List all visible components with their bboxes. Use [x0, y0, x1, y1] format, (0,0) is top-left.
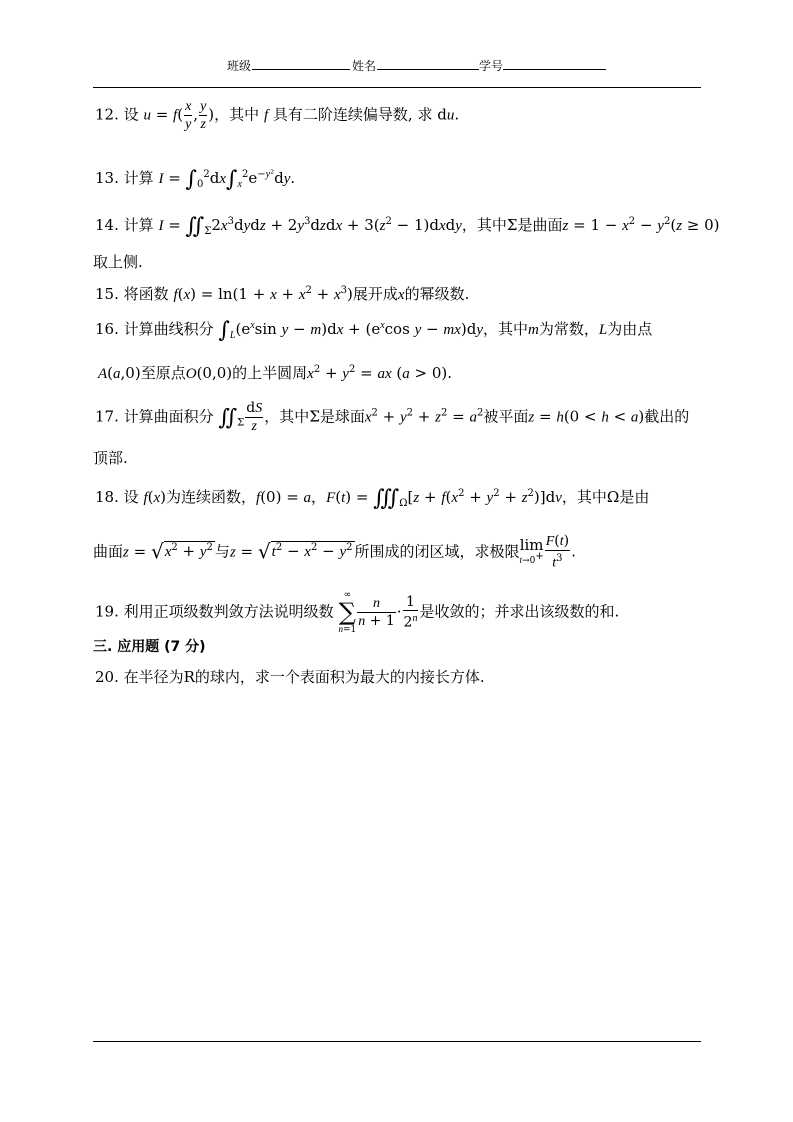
- problem-13: 13. 计算 $I = \int_0^2dx\int_x^2e^{-y^2}dy$.: [95, 167, 296, 192]
- class-label: 班级: [227, 59, 252, 73]
- problem-14-cont: 取上侧.: [93, 253, 143, 271]
- problem-15: 15. 将函数 $f(x) = \ln(1 + x + x^2 + x^3)$展开成x的幂级数.: [95, 285, 470, 303]
- section-3-title: 三. 应用题 (7 分): [93, 639, 206, 655]
- problem-17: 17. 计算曲面积分 $∬_\Sigma$ $\frac{dS}{z}$ ，其中Σ是球面$x^2 + y^2 + z^2 = a^2$被平面z = h(0 < h < a)截出的: [95, 400, 690, 434]
- problem-18-cont: 曲面$z = √x^2 + y^2$ 与$z = √t^2 - x^2 - y^2$ 所围成的闭区域，求极限lim t→0+ $\frac{F(t)}{t^3}$ .: [93, 533, 576, 571]
- problem-19: 19. 利用正项级数判敛方法说明级数 ∞ ∑ n=1 $\frac{n}{n + 1}$ · $\frac{1}{2^n}$ 是收敛的；并求出该级数的和.: [95, 590, 620, 635]
- problem-16: 16. 计算曲线积分 $\int_L(e^x\sin$ $y - m)dx + (e^x\cos$ y − mx)dy，其中m为常数，L为由点: [95, 318, 653, 343]
- name-blank: [377, 69, 479, 70]
- header-rule: [93, 87, 701, 88]
- class-blank: [252, 69, 350, 70]
- problem-12: 12. 设 u = f( $\frac{x}{y}$ , $\frac{y}{z}$ )，其中 f 具有二阶连续偏导数, 求 du.: [95, 99, 460, 132]
- problem-18: 18. 设 f(x)为连续函数，f(0) = a，$F(t) = ∭_\Omega[z + f(x^2 + y^2 + z^2)]dv$，其中Ω是由: [95, 486, 650, 511]
- problem-17-cont: 顶部.: [93, 449, 128, 467]
- problem-16-cont: A(a,0)至原点O(0,0)的上半圆周$x^2 + y^2$ = ax (a > 0).: [98, 364, 453, 382]
- problem-20: 20. 在半径为R的球内，求一个表面积为最大的内接长方体.: [95, 668, 485, 686]
- id-label: 学号: [479, 59, 504, 73]
- problem-14: 14. 计算 $I = ∬_\Sigma 2x^3dydz$ + $2y^3dzdx + 3(z^2$ − 1)dxdy，其中Σ是曲面$z = 1 - x^2 - y^2(z \ge 0)$: [95, 214, 720, 239]
- id-blank: [503, 69, 606, 70]
- footer-rule: [93, 1041, 701, 1042]
- page-header: [0, 55, 793, 75]
- name-label: 姓名: [352, 59, 377, 73]
